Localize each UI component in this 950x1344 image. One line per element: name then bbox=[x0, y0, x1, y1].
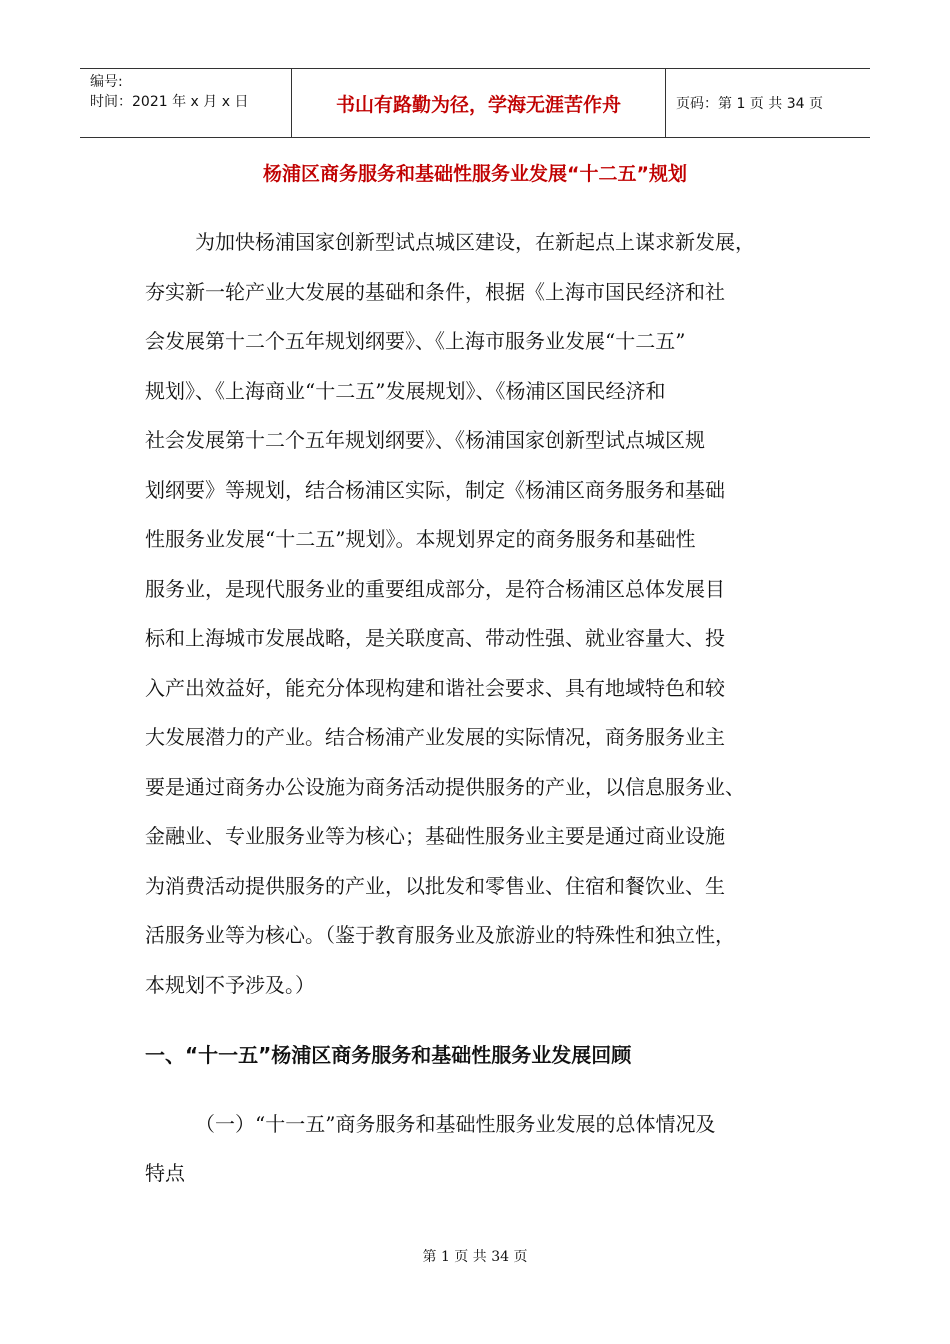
document-title: 杨浦区商务服务和基础性服务业发展“十二五”规划 bbox=[263, 163, 687, 185]
paragraph-line: 标和上海城市发展战略，是关联度高、带动性强、就业容量大、投 bbox=[145, 626, 725, 650]
paragraph-line: 服务业，是现代服务业的重要组成部分，是符合杨浦区总体发展目 bbox=[145, 576, 725, 601]
header-motto: 书山有路勤为径，学海无涯苦作舟 bbox=[292, 69, 666, 137]
header-table bbox=[80, 68, 870, 138]
paragraph-line: 为消费活动提供服务的产业，以批发和零售业、住宿和餐饮业、生 bbox=[145, 873, 725, 898]
intro-paragraph bbox=[145, 218, 800, 1010]
section-heading: 一、“十一五”杨浦区商务服务和基础性服务业发展回顾 bbox=[145, 1043, 632, 1067]
paragraph-line: 要是通过商务办公设施为商务活动提供服务的产业，以信息服务业、 bbox=[145, 774, 745, 799]
paragraph-line: 为加快杨浦国家创新型试点城区建设，在新起点上谋求新发展， bbox=[195, 230, 755, 254]
time-label: 时间：2021 年 x 月 x 日 bbox=[90, 94, 249, 110]
subsection-line: （一）“十一五”商务服务和基础性服务业发展的总体情况及 bbox=[195, 1112, 716, 1136]
paragraph-line: 本规划不予涉及。） bbox=[145, 972, 315, 997]
subsection-line: 特点 bbox=[145, 1161, 185, 1185]
header-page-info: 页码：第 1 页 共 34 页 bbox=[676, 96, 823, 112]
paragraph-line: 金融业、专业服务业等为核心；基础性服务业主要是通过商业设施 bbox=[145, 824, 725, 848]
page-footer: 第 1 页 共 34 页 bbox=[422, 1249, 528, 1265]
serial-label: 编号: bbox=[90, 74, 123, 90]
subsection-heading bbox=[145, 1100, 800, 1198]
paragraph-line: 规划》、《上海商业“十二五”发展规划》、《杨浦区国民经济和 bbox=[145, 378, 666, 403]
paragraph-line: 入产出效益好，能充分体现构建和谐社会要求、具有地域特色和较 bbox=[145, 675, 725, 700]
paragraph-line: 性服务业发展“十二五”规划》。本规划界定的商务服务和基础性 bbox=[145, 527, 696, 551]
paragraph-line: 会发展第十二个五年规划纲要》、《上海市服务业发展“十二五” bbox=[145, 329, 686, 353]
paragraph-line: 大发展潜力的产业。结合杨浦产业发展的实际情况，商务服务业主 bbox=[145, 725, 725, 749]
paragraph-line: 夯实新一轮产业大发展的基础和条件，根据《上海市国民经济和社 bbox=[145, 279, 725, 304]
paragraph-line: 划纲要》等规划，结合杨浦区实际，制定《杨浦区商务服务和基础 bbox=[145, 477, 725, 502]
paragraph-line: 活服务业等为核心。（鉴于教育服务业及旅游业的特殊性和独立性， bbox=[145, 923, 735, 947]
header-meta bbox=[80, 69, 292, 137]
paragraph-line: 社会发展第十二个五年规划纲要》、《杨浦国家创新型试点城区规 bbox=[145, 428, 705, 452]
